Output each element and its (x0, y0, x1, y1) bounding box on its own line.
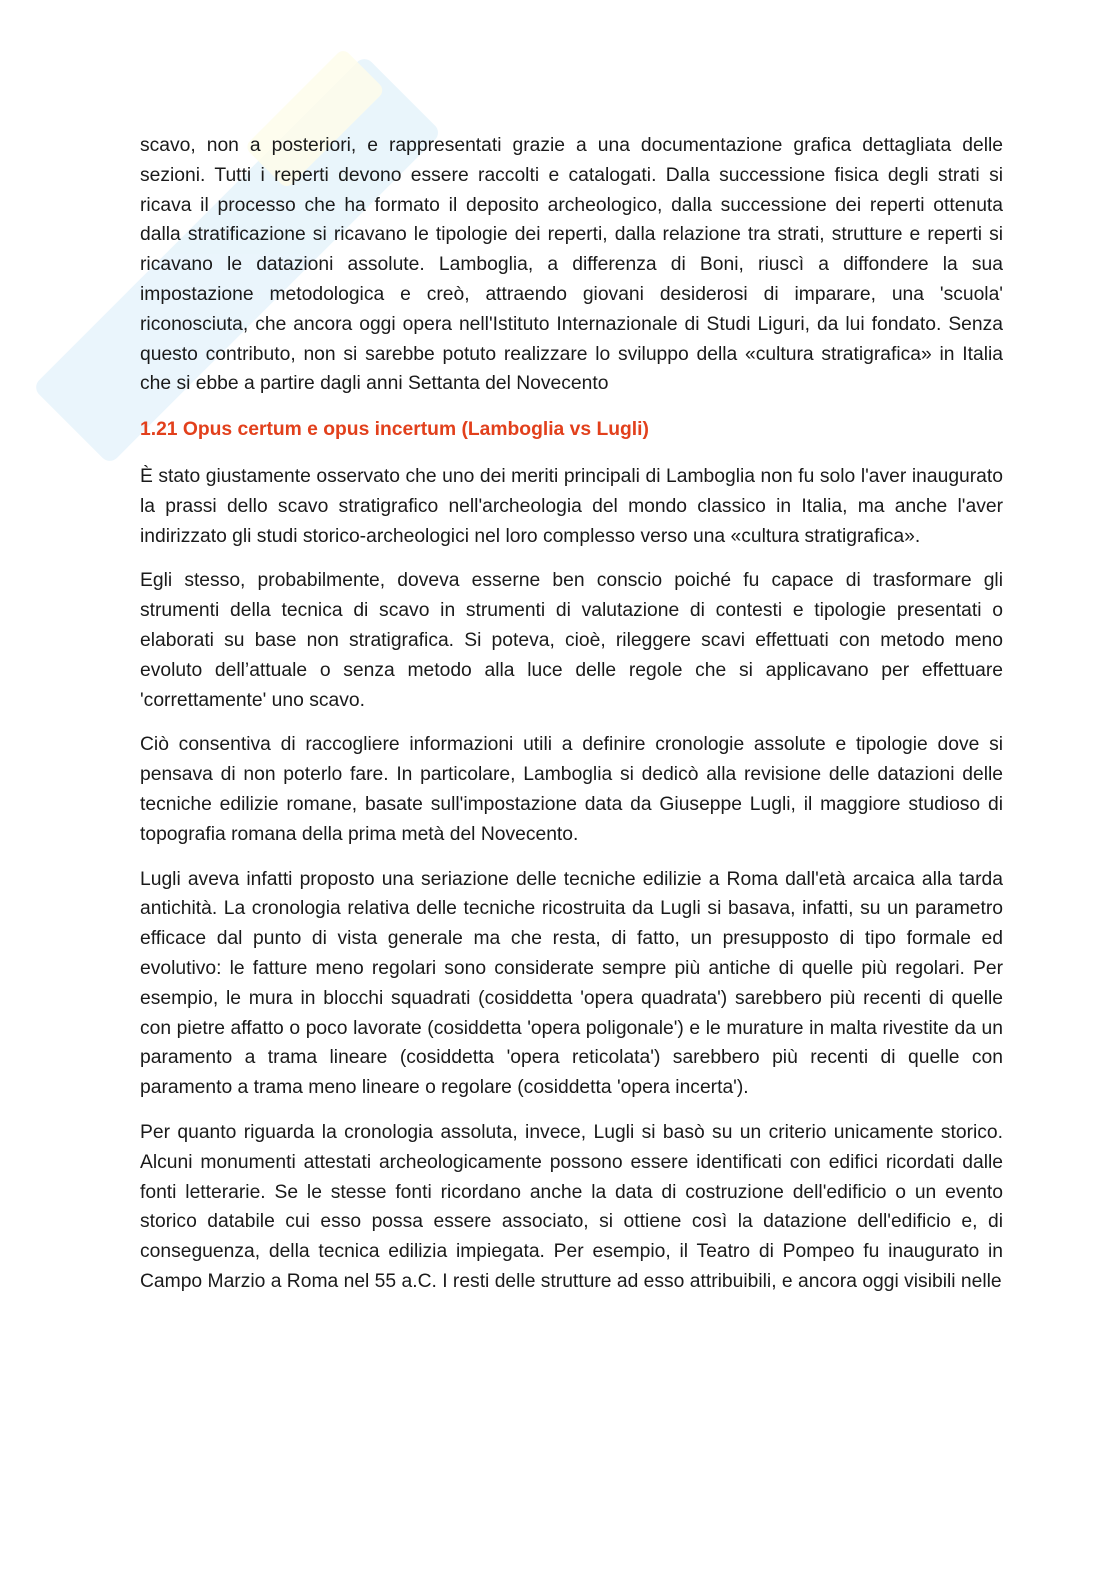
paragraph: È stato giustamente osservato che uno dei meriti principali di Lamboglia non fu solo l'aver inaugurato la prassi dello scavo stratigrafico nell'archeologia del mondo classico in Italia, ma anche l'aver indirizzato gli studi storico-archeologici nel loro complesso verso una «cultura stratigrafica». (140, 465, 1003, 547)
paragraph: Egli stesso, probabilmente, doveva esserne ben conscio poiché fu capace di trasformare gli strumenti della tecnica di scavo in strumenti di valutazione di contesti e tipologie presentati o elaborati su base non stratigrafica. Si poteva, cioè, rileggere scavi effettuati con metodo meno evoluto dell’attuale o senza metodo alla luce delle regole che si applicavano per effettuare 'correttamente' uno scavo. (140, 570, 1003, 711)
paragraph: Lugli aveva infatti proposto una seriazione delle tecniche edilizie a Roma dall'età arcaica alla tarda antichità. La cronologia relativa delle tecniche ricostruita da Lugli si basava, infatti, su un parametro efficace dal punto di vista generale ma che resta, di fatto, un presupposto di tipo formale ed evolutivo: le fatture meno regolari sono considerate sempre più antiche di quelle più regolari. Per esempio, le mura in blocchi squadrati (cosiddetta 'opera quadrata') sarebbero più recenti di quelle con pietre affatto o poco lavorate (cosiddetta 'opera poligonale') e le murature in malta rivestite da un paramento a trama lineare (cosiddetta 'opera reticolata') sarebbero più recenti di quelle con paramento a trama meno lineare o regolare (cosiddetta 'opera incerta'). (140, 868, 1003, 1099)
paragraph: Per quanto riguarda la cronologia assoluta, invece, Lugli si basò su un criterio unicamente storico. Alcuni monumenti attestati archeologicamente possono essere identificati con edifici ricordati dalle fonti letterarie. Se le stesse fonti ricordano anche la data di costruzione dell'edificio o un evento storico databile cui esso possa essere associato, si ottiene così la datazione dell'edificio e, di conseguenza, della tecnica edilizia impiegata. Per esempio, il Teatro di Pompeo fu inaugurato in Campo Marzio a Roma nel 55 a.C. I resti delle strutture ad esso attribuibili, e ancora oggi visibili nelle (140, 1121, 1003, 1292)
paragraph: scavo, non a posteriori, e rappresentati grazie a una documentazione grafica dettagliata delle sezioni. Tutti i reperti devono essere raccolti e catalogati. Dalla successione fisica degli strati si ricava il processo che ha formato il deposito archeologico, dalla successione dei reperti ottenuta dalla stratificazione si ricavano le tipologie dei reperti, dalla relazione tra strati, strutture e reperti si ricavano le datazioni assolute. Lamboglia, a differenza di Boni, riuscì a diffondere la sua impostazione metodologica e creò, attraendo giovani desiderosi di imparare, una 'scuola' riconosciuta, che ancora oggi opera nell'Istituto Internazionale di Studi Liguri, da lui fondato. Senza questo contributo, non si sarebbe potuto realizzare lo sviluppo della «cultura stratigrafica» in Italia che si ebbe a partire dagli anni Settanta del Novecento (140, 135, 1003, 395)
document-body (140, 131, 1003, 1297)
section-heading: 1.21 Opus certum e opus incertum (Lamboglia vs Lugli) (140, 419, 649, 441)
paragraph: Ciò consentiva di raccogliere informazioni utili a definire cronologie assolute e tipologie dove si pensava di non poterlo fare. In particolare, Lamboglia si dedicò alla revisione delle datazioni delle tecniche edilizie romane, basate sull'impostazione data da Giuseppe Lugli, il maggiore studioso di topografia romana della prima metà del Novecento. (140, 734, 1003, 845)
